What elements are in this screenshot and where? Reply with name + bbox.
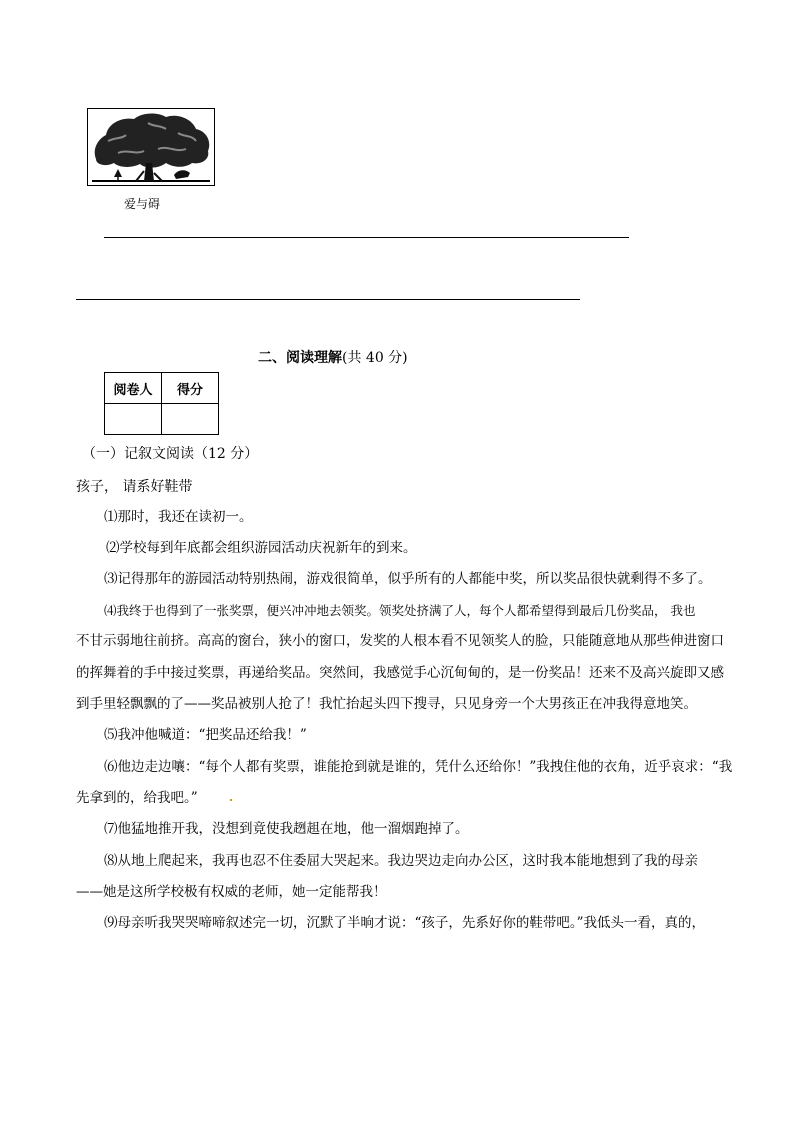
paragraph-4-line-1: ⑷我终于也得到了一张奖票，便兴冲冲地去领奖。领奖处挤满了人，每个人都希望得到最后几份奖品， 我也 — [104, 603, 696, 618]
answer-line-1 — [104, 237, 629, 238]
paragraph-1: ⑴那时，我还在读初一。 — [104, 509, 253, 525]
paragraph-8-line-1: ⑻从地上爬起来，我再也忍不住委屈大哭起来。我边哭边走向办公区，这时我本能地想到了我的母亲 — [104, 853, 698, 869]
answer-line-2 — [76, 299, 580, 300]
paragraph-4-line-4: 到手里轻飘飘的了——奖品被别人抢了！我忙抬起头四下搜寻，只见身旁一个大男孩正在冲我得意地笑。 — [76, 696, 697, 712]
paragraph-8-line-2: ——她是这所学校极有权威的老师，她一定能帮我！ — [76, 884, 387, 900]
subsection-heading: （一）记叙文阅读（12 分） — [82, 446, 259, 462]
paragraph-9: ⑼母亲听我哭哭啼啼叙述完一切，沉默了半晌才说：“孩子，先系好你的鞋带吧。”我低头一看，真的， — [104, 915, 706, 931]
paragraph-3: ⑶记得那年的游园活动特别热闹，游戏很简单，似乎所有的人都能中奖，所以奖品很快就剩得不多了。 — [104, 571, 712, 587]
passage-title: 孩子， 请系好鞋带 — [76, 479, 193, 495]
paragraph-2: ⑵学校每到年底都会组织游园活动庆祝新年的到来。 — [106, 540, 417, 556]
paragraph-6-line-1: ⑹他边走边嚷：“每个人都有奖票，谁能抢到就是谁的，凭什么还给你！”我拽住他的衣角，近乎哀求：“我 — [104, 759, 733, 775]
paragraph-7: ⑺他猛地推开我，没想到竟使我趔趄在地，他一溜烟跑掉了。 — [104, 821, 469, 837]
score-header: 得分 — [162, 373, 219, 404]
tree-illustration-icon — [88, 109, 214, 185]
score-cell — [162, 404, 219, 435]
paragraph-4-line-3: 的挥舞着的手中接过奖票，再递给奖品。突然间，我感觉手心沉甸甸的，是一份奖品！还来不及高兴旋即又感 — [76, 665, 724, 681]
section-heading — [258, 347, 408, 367]
paragraph-4-line-2: 不甘示弱地往前挤。高高的窗台，狭小的窗口，发奖的人根本看不见领奖人的脸，只能随意地从那些伸进窗口 — [76, 633, 724, 649]
figure-caption: 爱与碍 — [124, 197, 161, 211]
grader-cell — [105, 404, 162, 435]
section-points: (共 40 分) — [342, 350, 408, 366]
tree-figure — [87, 108, 215, 186]
stray-dot — [230, 799, 232, 801]
section-heading-text: 二、阅读理解 — [258, 350, 342, 366]
grader-header: 阅卷人 — [105, 373, 162, 404]
paragraph-5: ⑸我冲他喊道：“把奖品还给我！” — [104, 727, 307, 743]
score-table — [104, 372, 219, 435]
paragraph-6-line-2: 先拿到的，给我吧。” — [76, 790, 198, 806]
